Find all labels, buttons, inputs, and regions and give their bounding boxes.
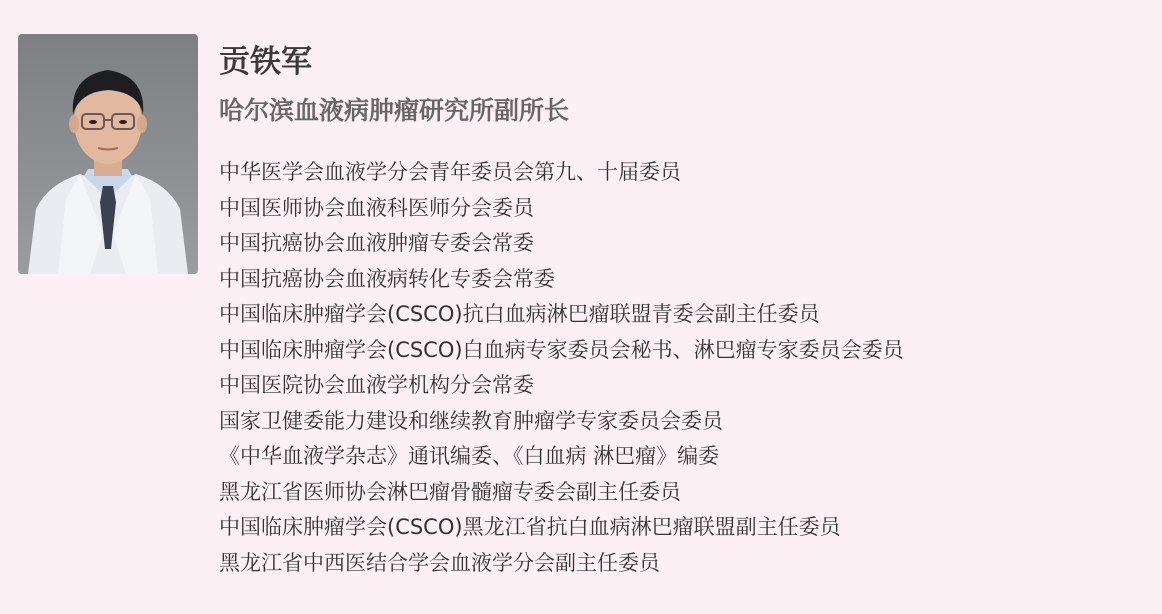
role-item: 中华医学会血液学分会青年委员会第九、十届委员 [219,160,681,184]
person-name: 贡铁军 [219,44,312,80]
role-item: 中国抗癌协会血液病转化专委会常委 [219,266,555,291]
role-item: 中国临床肿瘤学会(CSCO)抗白血病淋巴瘤联盟青委会副主任委员 [219,302,820,326]
doctor-photo [18,34,198,274]
role-item: 国家卫健委能力建设和继续教育肿瘤学专家委员会委员 [219,408,723,433]
role-item: 中国抗癌协会血液肿瘤专委会常委 [219,231,534,255]
role-item: 《中华血液学杂志》通讯编委、《白血病 淋巴瘤》编委 [219,444,720,468]
roles-list [219,155,904,581]
portrait-image [18,34,198,274]
role-item: 中国临床肿瘤学会(CSCO)白血病专家委员会秘书、淋巴瘤专家委员会委员 [219,337,904,362]
role-item: 中国临床肿瘤学会(CSCO)黑龙江省抗白血病淋巴瘤联盟副主任委员 [219,515,841,539]
role-item: 中国医师协会血液科医师分会委员 [219,195,534,220]
role-item: 黑龙江省中西医结合学会血液学分会副主任委员 [219,550,660,575]
person-title: 哈尔滨血液病肿瘤研究所副所长 [219,96,570,125]
role-item: 中国医院协会血液学机构分会常委 [219,373,534,397]
role-item: 黑龙江省医师协会淋巴瘤骨髓瘤专委会副主任委员 [219,479,681,504]
